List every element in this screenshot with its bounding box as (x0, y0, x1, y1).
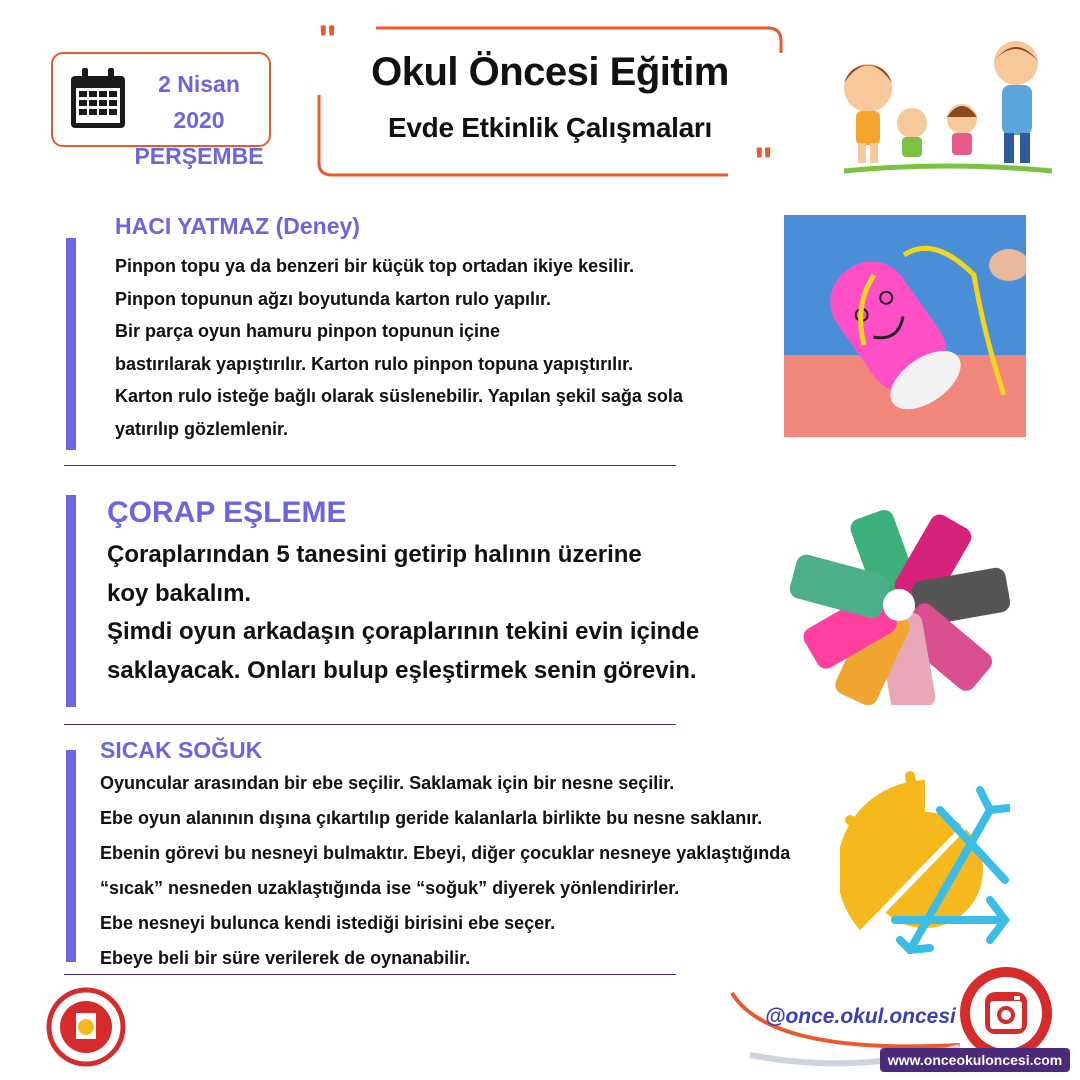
brand-logo (46, 987, 126, 1067)
section-title-corap-esleme: ÇORAP EŞLEME (107, 496, 347, 529)
section-accent-bar (66, 238, 76, 450)
body-line: Oyuncular arasından bir ebe seçilir. Saklamak için bir nesne seçilir. (100, 773, 675, 793)
section-title-haci-yatmaz: HACI YATMAZ (Deney) (115, 213, 360, 239)
date-text (134, 66, 264, 174)
svg-text:": " (318, 25, 337, 62)
body-line: Şimdi oyun arkadaşın çoraplarının tekini evin içinde (107, 618, 700, 645)
body-line: Pinpon topunun ağzı boyutunda karton rulo yapılır. (115, 288, 551, 309)
section-body-haci-yatmaz (115, 250, 683, 446)
date-line: 2 Nisan 2020 (158, 71, 240, 133)
body-line: Ebeye beli bir süre verilerek de oynanabilir. (100, 948, 471, 968)
calendar-icon (68, 66, 128, 132)
section-accent-bar (66, 750, 76, 962)
body-line: saklayacak. Onları bulup eşleştirmek senin görevin. (107, 656, 697, 684)
svg-text:": " (754, 140, 773, 177)
body-line: koy bakalım. (107, 579, 252, 607)
sun-snowflake-icon (840, 770, 1010, 960)
body-line: Ebe oyun alanının dışına çıkartılıp geride kalanlarla birlikte bu nesne saklanır. (100, 808, 763, 828)
body-line: “sıcak” nesneden uzaklaştığında ise “soğuk” diyerek yönlendirirler. (100, 878, 680, 898)
roly-poly-toy-photo (784, 215, 1026, 437)
socks-photo (768, 505, 1030, 705)
instagram-icon[interactable] (958, 965, 1054, 1061)
body-line: Pinpon topu ya da benzeri bir küçük top ortadan ikiye kesilir. (115, 256, 635, 276)
family-illustration (836, 33, 1058, 175)
page-subtitle: Evde Etkinlik Çalışmaları (388, 112, 712, 143)
body-line: yatırılıp gözlemlenir. (115, 418, 289, 439)
section-body-corap-esleme (107, 536, 699, 690)
body-line: Bir parça oyun hamuru pinpon topunun içine (115, 321, 501, 342)
instagram-handle[interactable]: @once.okul.oncesi (765, 1005, 956, 1028)
body-line: Ebenin görevi bu nesneyi bulmaktır. Ebeyi, diğer çocuklar nesneye yaklaştığında (100, 843, 791, 863)
body-line: Ebe nesneyi bulunca kendi istediği birisini ebe seçer. (100, 913, 556, 933)
section-divider (64, 974, 676, 975)
section-body-sicak-soguk (100, 766, 790, 976)
weekday-line: PERŞEMBE (134, 143, 264, 169)
section-divider (64, 465, 676, 466)
body-line: bastırılarak yapıştırılır. Karton rulo pinpon topuna yapıştırılır. (115, 353, 634, 374)
body-line: Çoraplarından 5 tanesini getirip halının üzerine (107, 541, 642, 568)
section-accent-bar (66, 495, 76, 707)
title-frame (316, 25, 784, 177)
website-link[interactable]: www.onceokuloncesi.com (880, 1048, 1070, 1072)
body-line: Karton rulo isteğe bağlı olarak süslenebilir. Yapılan şekil sağa sola (115, 386, 683, 407)
section-title-sicak-soguk: SICAK SOĞUK (100, 737, 263, 763)
section-divider (64, 724, 676, 725)
page-title: Okul Öncesi Eğitim (371, 50, 729, 94)
